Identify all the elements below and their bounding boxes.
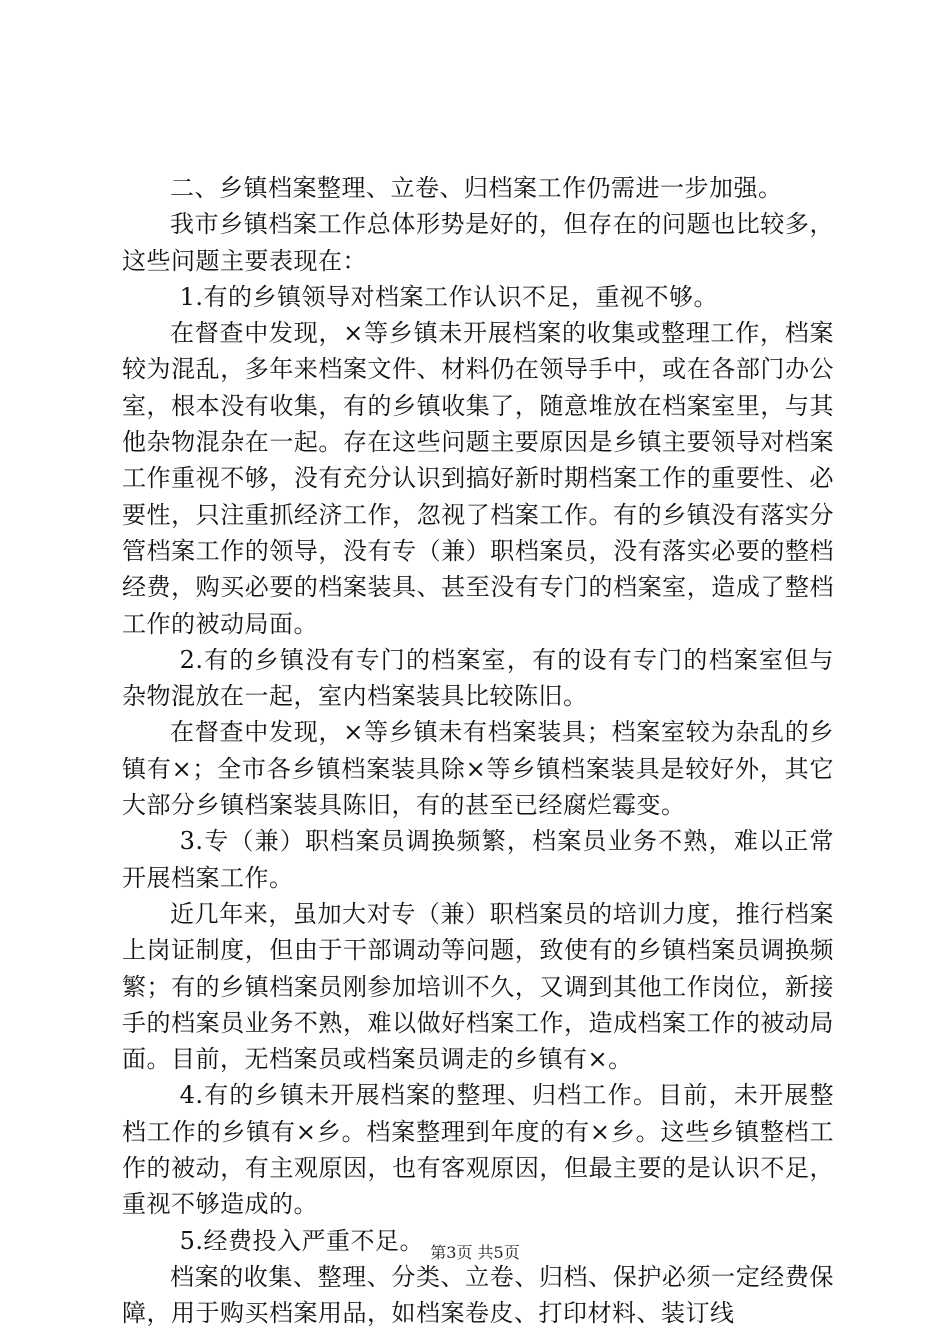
document-body — [122, 170, 834, 1332]
body-paragraph: 在督查中发现，×等乡镇未有档案装具；档案室较为杂乱的乡镇有×；全市各乡镇档案装具除×等乡镇档案装具是较好外，其它大部分乡镇档案装具陈旧，有的甚至已经腐烂霉变。 — [122, 718, 834, 820]
body-paragraph: 近几年来，虽加大对专（兼）职档案员的培训力度，推行档案上岗证制度，但由于干部调动等问题，致使有的乡镇档案员调换频繁；有的乡镇档案员刚参加培训不久，又调到其他工作岗位，新接手的档案员业务不熟，难以做好档案工作，造成档案工作的被动局面。目前，无档案员或档案员调走的乡镇有×。 — [122, 899, 834, 1074]
numbered-item: 2.有的乡镇没有专门的档案室，有的设有专门的档案室但与杂物混放在一起，室内档案装具比较陈旧。 — [122, 645, 834, 711]
numbered-item: 5.经费投入严重不足。 — [179, 1226, 424, 1255]
page-footer: 第3页 共5页 — [430, 1243, 520, 1262]
numbered-item: 3.专（兼）职档案员调换频繁，档案员业务不熟，难以正常开展档案工作。 — [122, 827, 834, 892]
numbered-item: 4.有的乡镇未开展档案的整理、归档工作。目前，未开展整档工作的乡镇有×乡。档案整理到年度的有×乡。这些乡镇整档工作的被动，有主观原因，也有客观原因，但最主要的是认识不足，重视不够造成的。 — [122, 1081, 834, 1219]
body-paragraph: 在督查中发现，×等乡镇未开展档案的收集或整理工作，档案较为混乱，多年来档案文件、材料仍在领导手中，或在各部门办公室，根本没有收集，有的乡镇收集了，随意堆放在档案室里，与其他杂物混杂在一起。存在这些问题主要原因是乡镇主要领导对档案工作重视不够，没有充分认识到搞好新时期档案工作的重要性、必要性，只注重抓经济工作，忽视了档案工作。有的乡镇没有落实分管档案工作的领导，没有专（兼）职档案员，没有落实必要的整档经费，购买必要的档案装具、甚至没有专门的档案室，造成了整档工作的被动局面。 — [122, 319, 834, 638]
body-paragraph: 我市乡镇档案工作总体形势是好的，但存在的问题也比较多，这些问题主要表现在： — [122, 210, 834, 275]
section-heading: 二、乡镇档案整理、立卷、归档案工作仍需进一步加强。 — [170, 174, 783, 202]
body-paragraph: 档案的收集、整理、分类、立卷、归档、保护必须一定经费保障，用于购买档案用品，如档案卷皮、打印材料、装订线 — [122, 1262, 834, 1328]
numbered-item: 1.有的乡镇领导对档案工作认识不足，重视不够。 — [179, 282, 718, 311]
